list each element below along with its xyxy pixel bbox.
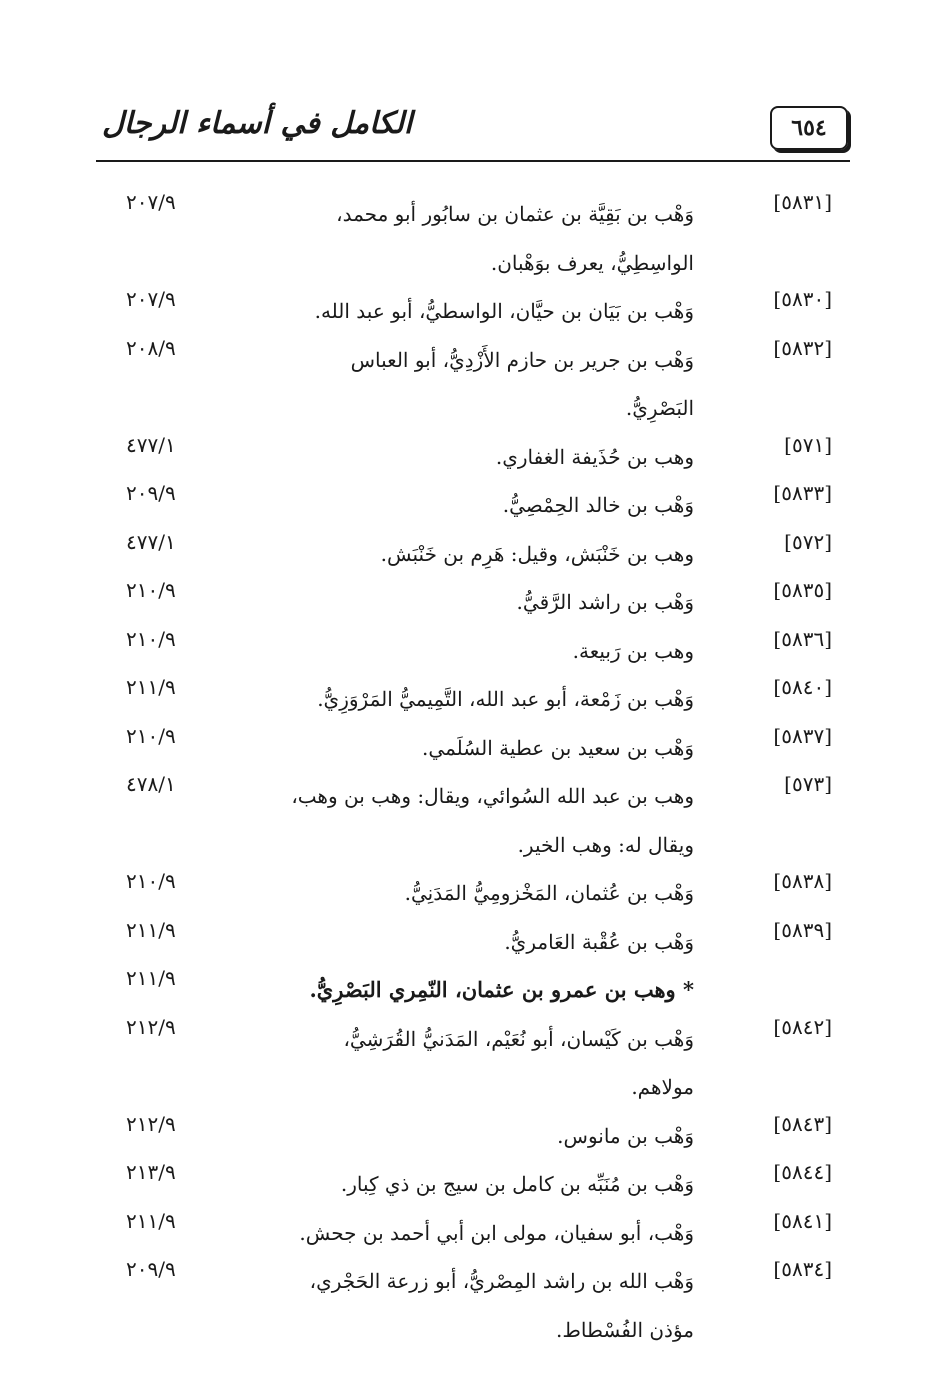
entry-number: [٥٨٣٧] xyxy=(773,723,832,748)
entry-reference: ٢١٠/٩ xyxy=(126,723,176,748)
entry-number: [٥٨٣٨] xyxy=(773,869,832,893)
entry-number: [٥٧٣] xyxy=(784,772,832,796)
entry-number: [٥٨٤٤] xyxy=(773,1160,832,1184)
entry-reference: ٢١٠/٩ xyxy=(126,626,176,651)
entry-number: [٥٧١] xyxy=(784,432,832,457)
entry-name: وَهْب بن عُثمان، المَخْزومِيُّ المَدَنِيُّ. xyxy=(404,881,694,905)
entry-name: وَهْب بن كَيْسان، أبو نُعَيْم، المَدَنيُّ القُرَشِيُّ، مولاهم. xyxy=(343,1026,694,1099)
entry-row xyxy=(0,966,940,1015)
entry-reference: ٤٧٨/١ xyxy=(126,772,176,796)
entry-number: [٥٨٣٤] xyxy=(773,1257,832,1281)
entry-reference: ٢٠٧/٩ xyxy=(126,287,176,311)
entry-name: وَهْب بن بَيَان بن حيَّان، الواسطيُّ، أبو عبد الله. xyxy=(314,299,694,323)
entry-name: وهب بن رَبيعة. xyxy=(572,638,694,663)
entry-row xyxy=(0,675,940,724)
entry-row xyxy=(0,1015,940,1112)
entry-name: وهب بن خَنْبَش، وقيل: هَرِم بن خَنْبَش. xyxy=(380,541,694,566)
entry-row xyxy=(0,869,940,918)
book-title: الكامل في أسماء الرجال xyxy=(102,106,413,141)
entry-number: [٥٨٤٣] xyxy=(773,1111,832,1136)
entry-row xyxy=(0,918,940,967)
page-header xyxy=(96,98,850,162)
entry-row xyxy=(0,190,940,287)
entry-row xyxy=(0,433,940,482)
entry-reference: ٤٧٧/١ xyxy=(126,529,176,554)
entry-reference: ٢١٠/٩ xyxy=(126,869,176,893)
entry-reference: ٢١١/٩ xyxy=(126,917,176,942)
page-number: ٦٥٤ xyxy=(770,106,848,150)
entry-row xyxy=(0,772,940,869)
entry-number: [٥٧٢] xyxy=(784,529,832,554)
entry-reference: ٢١١/٩ xyxy=(126,966,176,990)
entry-reference: ٢٠٩/٩ xyxy=(126,481,176,505)
entry-number: [٥٨٣٢] xyxy=(773,335,832,360)
entry-reference: ٢٠٨/٩ xyxy=(126,335,176,360)
entry-name-highlighted: * وهب بن عمرو بن عثمان، النّمِري البَصْرِيُّ. xyxy=(309,977,694,1002)
entry-name: وَهْب بن سعيد بن عطية السُلَمي. xyxy=(422,735,694,760)
entry-name: وَهْب بن بَقِيَّة بن عثمان بن سابُور أبو محمد، الواسِطِيُّ، يعرف بوَهْبان. xyxy=(336,202,694,275)
entry-reference: ٢١٠/٩ xyxy=(126,578,176,602)
entry-reference: ٢١٢/٩ xyxy=(126,1111,176,1136)
entry-name: وَهْب الله بن راشد المِصْريُّ، أبو زرعة الحَجْري، مؤذن الفُسْطاط. xyxy=(309,1269,694,1342)
entry-row xyxy=(0,336,940,433)
entry-name: وَهْب، أبو سفيان، مولى ابن أبي أحمد بن جحش. xyxy=(299,1220,694,1245)
entry-number: [٥٨٣٩] xyxy=(773,917,832,942)
entry-number: [٥٨٣٥] xyxy=(773,578,832,602)
entry-name: وَهْب بن خالد الحِمْصِيُّ. xyxy=(502,493,694,517)
entry-reference: ٢١١/٩ xyxy=(126,1208,176,1233)
entry-name: وَهْب بن مانوس. xyxy=(557,1123,694,1148)
entry-number: [٥٨٣٠] xyxy=(773,287,832,311)
entry-name: وهب بن عبد الله السُوائي، ويقال: وهب بن وهب، ويقال له: وهب الخير. xyxy=(291,784,694,857)
entry-name: وَهْب بن عُقْبة العَامريُّ. xyxy=(504,929,694,954)
entry-name: وَهْب بن جرير بن حازم الأَزْدِيُّ، أبو العباس البَصْرِيُّ. xyxy=(350,347,694,420)
entry-row xyxy=(0,481,940,530)
entry-row xyxy=(0,627,940,676)
entry-reference: ٢١٣/٩ xyxy=(126,1160,176,1184)
entry-number: [٥٨٣٦] xyxy=(773,626,832,651)
entry-row xyxy=(0,1160,940,1209)
entry-name: وَهْب بن راشد الرَّقيُّ. xyxy=(516,590,694,614)
entry-row xyxy=(0,1112,940,1161)
entry-number: [٥٨٣١] xyxy=(773,190,832,214)
entry-name: وهب بن حُذَيفة الغفاري. xyxy=(495,444,694,469)
entry-reference: ٤٧٧/١ xyxy=(126,432,176,457)
entry-row xyxy=(0,530,940,579)
entry-name: وَهْب بن زَمْعة، أبو عبد الله، التَّمِيميُّ المَرْوَزِيُّ. xyxy=(317,687,694,711)
entry-reference: ٢٠٩/٩ xyxy=(126,1257,176,1281)
entry-list xyxy=(0,190,940,1354)
entry-number: [٥٨٣٣] xyxy=(773,481,832,505)
entry-number: [٥٨٤٠] xyxy=(773,675,832,699)
entry-number: [٥٨٤٢] xyxy=(773,1014,832,1039)
entry-reference: ٢٠٧/٩ xyxy=(126,190,176,214)
entry-reference: ٢١١/٩ xyxy=(126,675,176,699)
entry-row xyxy=(0,578,940,627)
entry-name: وَهْب بن مُنَبِّه بن كامل بن سيج بن ذي كِبار. xyxy=(340,1172,694,1196)
entry-row xyxy=(0,1209,940,1258)
entry-row xyxy=(0,724,940,773)
entry-number: [٥٨٤١] xyxy=(773,1208,832,1233)
entry-row xyxy=(0,287,940,336)
entry-row xyxy=(0,1257,940,1354)
entry-reference: ٢١٢/٩ xyxy=(126,1014,176,1039)
